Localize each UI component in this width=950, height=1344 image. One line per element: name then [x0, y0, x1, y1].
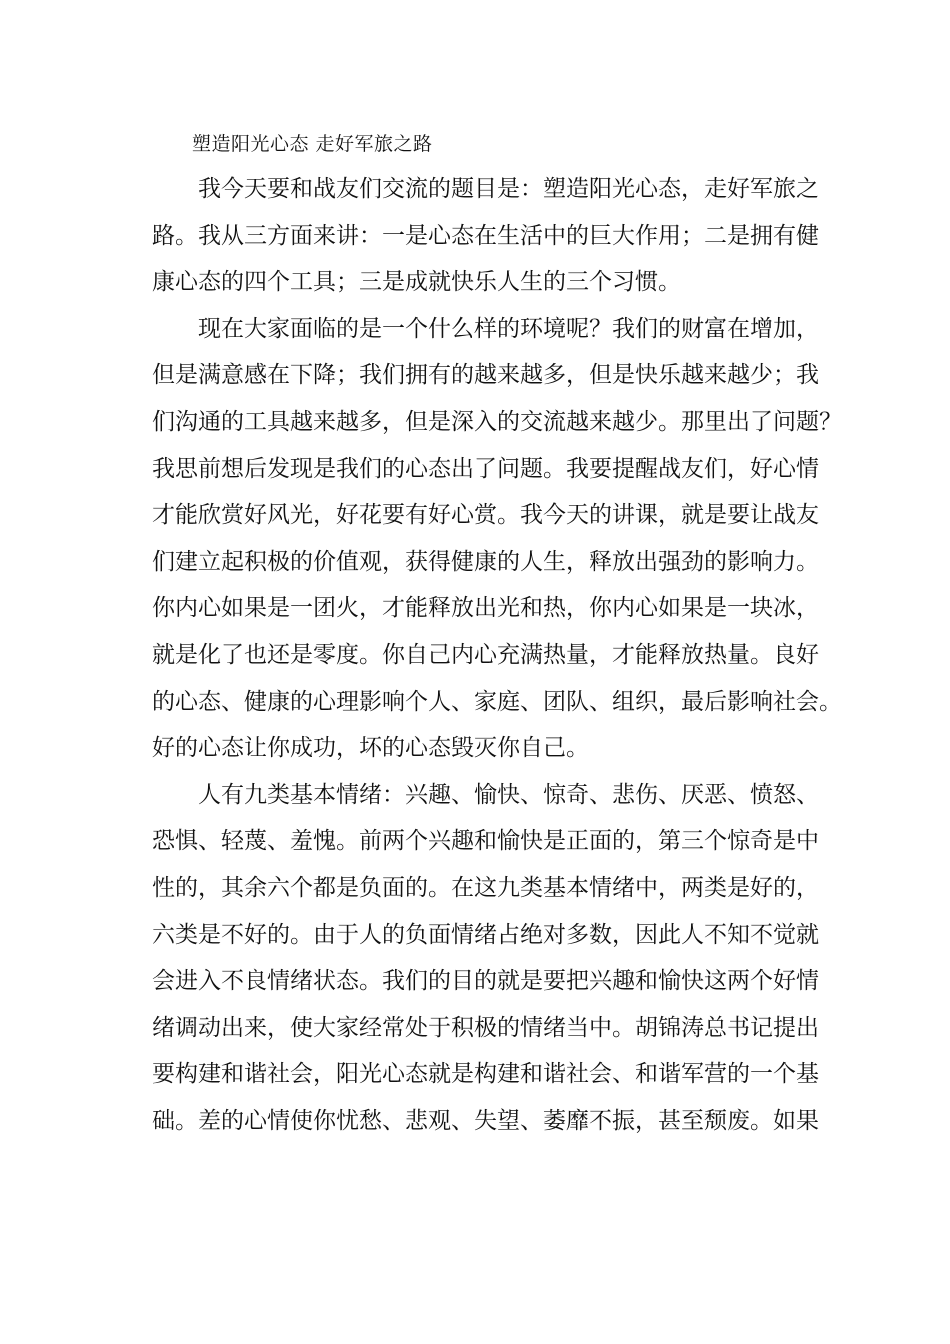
text-line: 才能欣赏好风光，好花要有好心赏。我今天的讲课，就是要让战友	[152, 502, 819, 529]
text-line: 但是满意感在下降；我们拥有的越来越多，但是快乐越来越少；我	[152, 362, 819, 389]
paragraph-3	[152, 772, 819, 1145]
text-line: 你内心如果是一团火，才能释放出光和热，你内心如果是一块冰，	[152, 595, 819, 622]
text-line: 性的，其余六个都是负面的。在这九类基本情绪中，两类是好的，	[152, 874, 819, 901]
paragraph-1	[152, 166, 819, 306]
text-line: 们沟通的工具越来越多，但是深入的交流越来越少。那里出了问题？	[152, 408, 842, 435]
text-line: 我思前想后发现是我们的心态出了问题。我要提醒战友们，好心情	[152, 455, 819, 482]
text-line: 的心态、健康的心理影响个人、家庭、团队、组织，最后影响社会。	[152, 688, 842, 715]
text-line: 六类是不好的。由于人的负面情绪占绝对多数，因此人不知不觉就	[152, 921, 819, 948]
text-line: 绪调动出来，使大家经常处于积极的情绪当中。胡锦涛总书记提出	[152, 1014, 819, 1041]
text-line: 我今天要和战友们交流的题目是：塑造阳光心态，走好军旅之	[198, 176, 819, 202]
text-line: 就是化了也还是零度。你自己内心充满热量，才能释放热量。良好	[152, 641, 819, 668]
text-line: 现在大家面临的是一个什么样的环境呢？我们的财富在增加，	[198, 315, 819, 342]
document-body	[152, 166, 842, 1144]
text-line: 好的心态让你成功，坏的心态毁灭你自己。	[152, 735, 589, 762]
text-line: 础。差的心情使你忧愁、悲观、失望、萎靡不振，甚至颓废。如果	[152, 1107, 819, 1134]
paragraph-2	[152, 306, 842, 772]
text-line: 路。我从三方面来讲：一是心态在生活中的巨大作用；二是拥有健	[152, 222, 819, 249]
text-line: 会进入不良情绪状态。我们的目的就是要把兴趣和愉快这两个好情	[152, 968, 819, 995]
text-line: 人有九类基本情绪：兴趣、愉快、惊奇、悲伤、厌恶、愤怒、	[198, 781, 819, 808]
text-line: 恐惧、轻蔑、羞愧。前两个兴趣和愉快是正面的，第三个惊奇是中	[152, 828, 819, 855]
text-line: 要构建和谐社会，阳光心态就是构建和谐社会、和谐军营的一个基	[152, 1061, 819, 1088]
text-line: 们建立起积极的价值观，获得健康的人生，释放出强劲的影响力。	[152, 548, 819, 575]
text-line: 康心态的四个工具；三是成就快乐人生的三个习惯。	[152, 269, 681, 296]
document-title: 塑造阳光心态 走好军旅之路	[192, 133, 433, 155]
